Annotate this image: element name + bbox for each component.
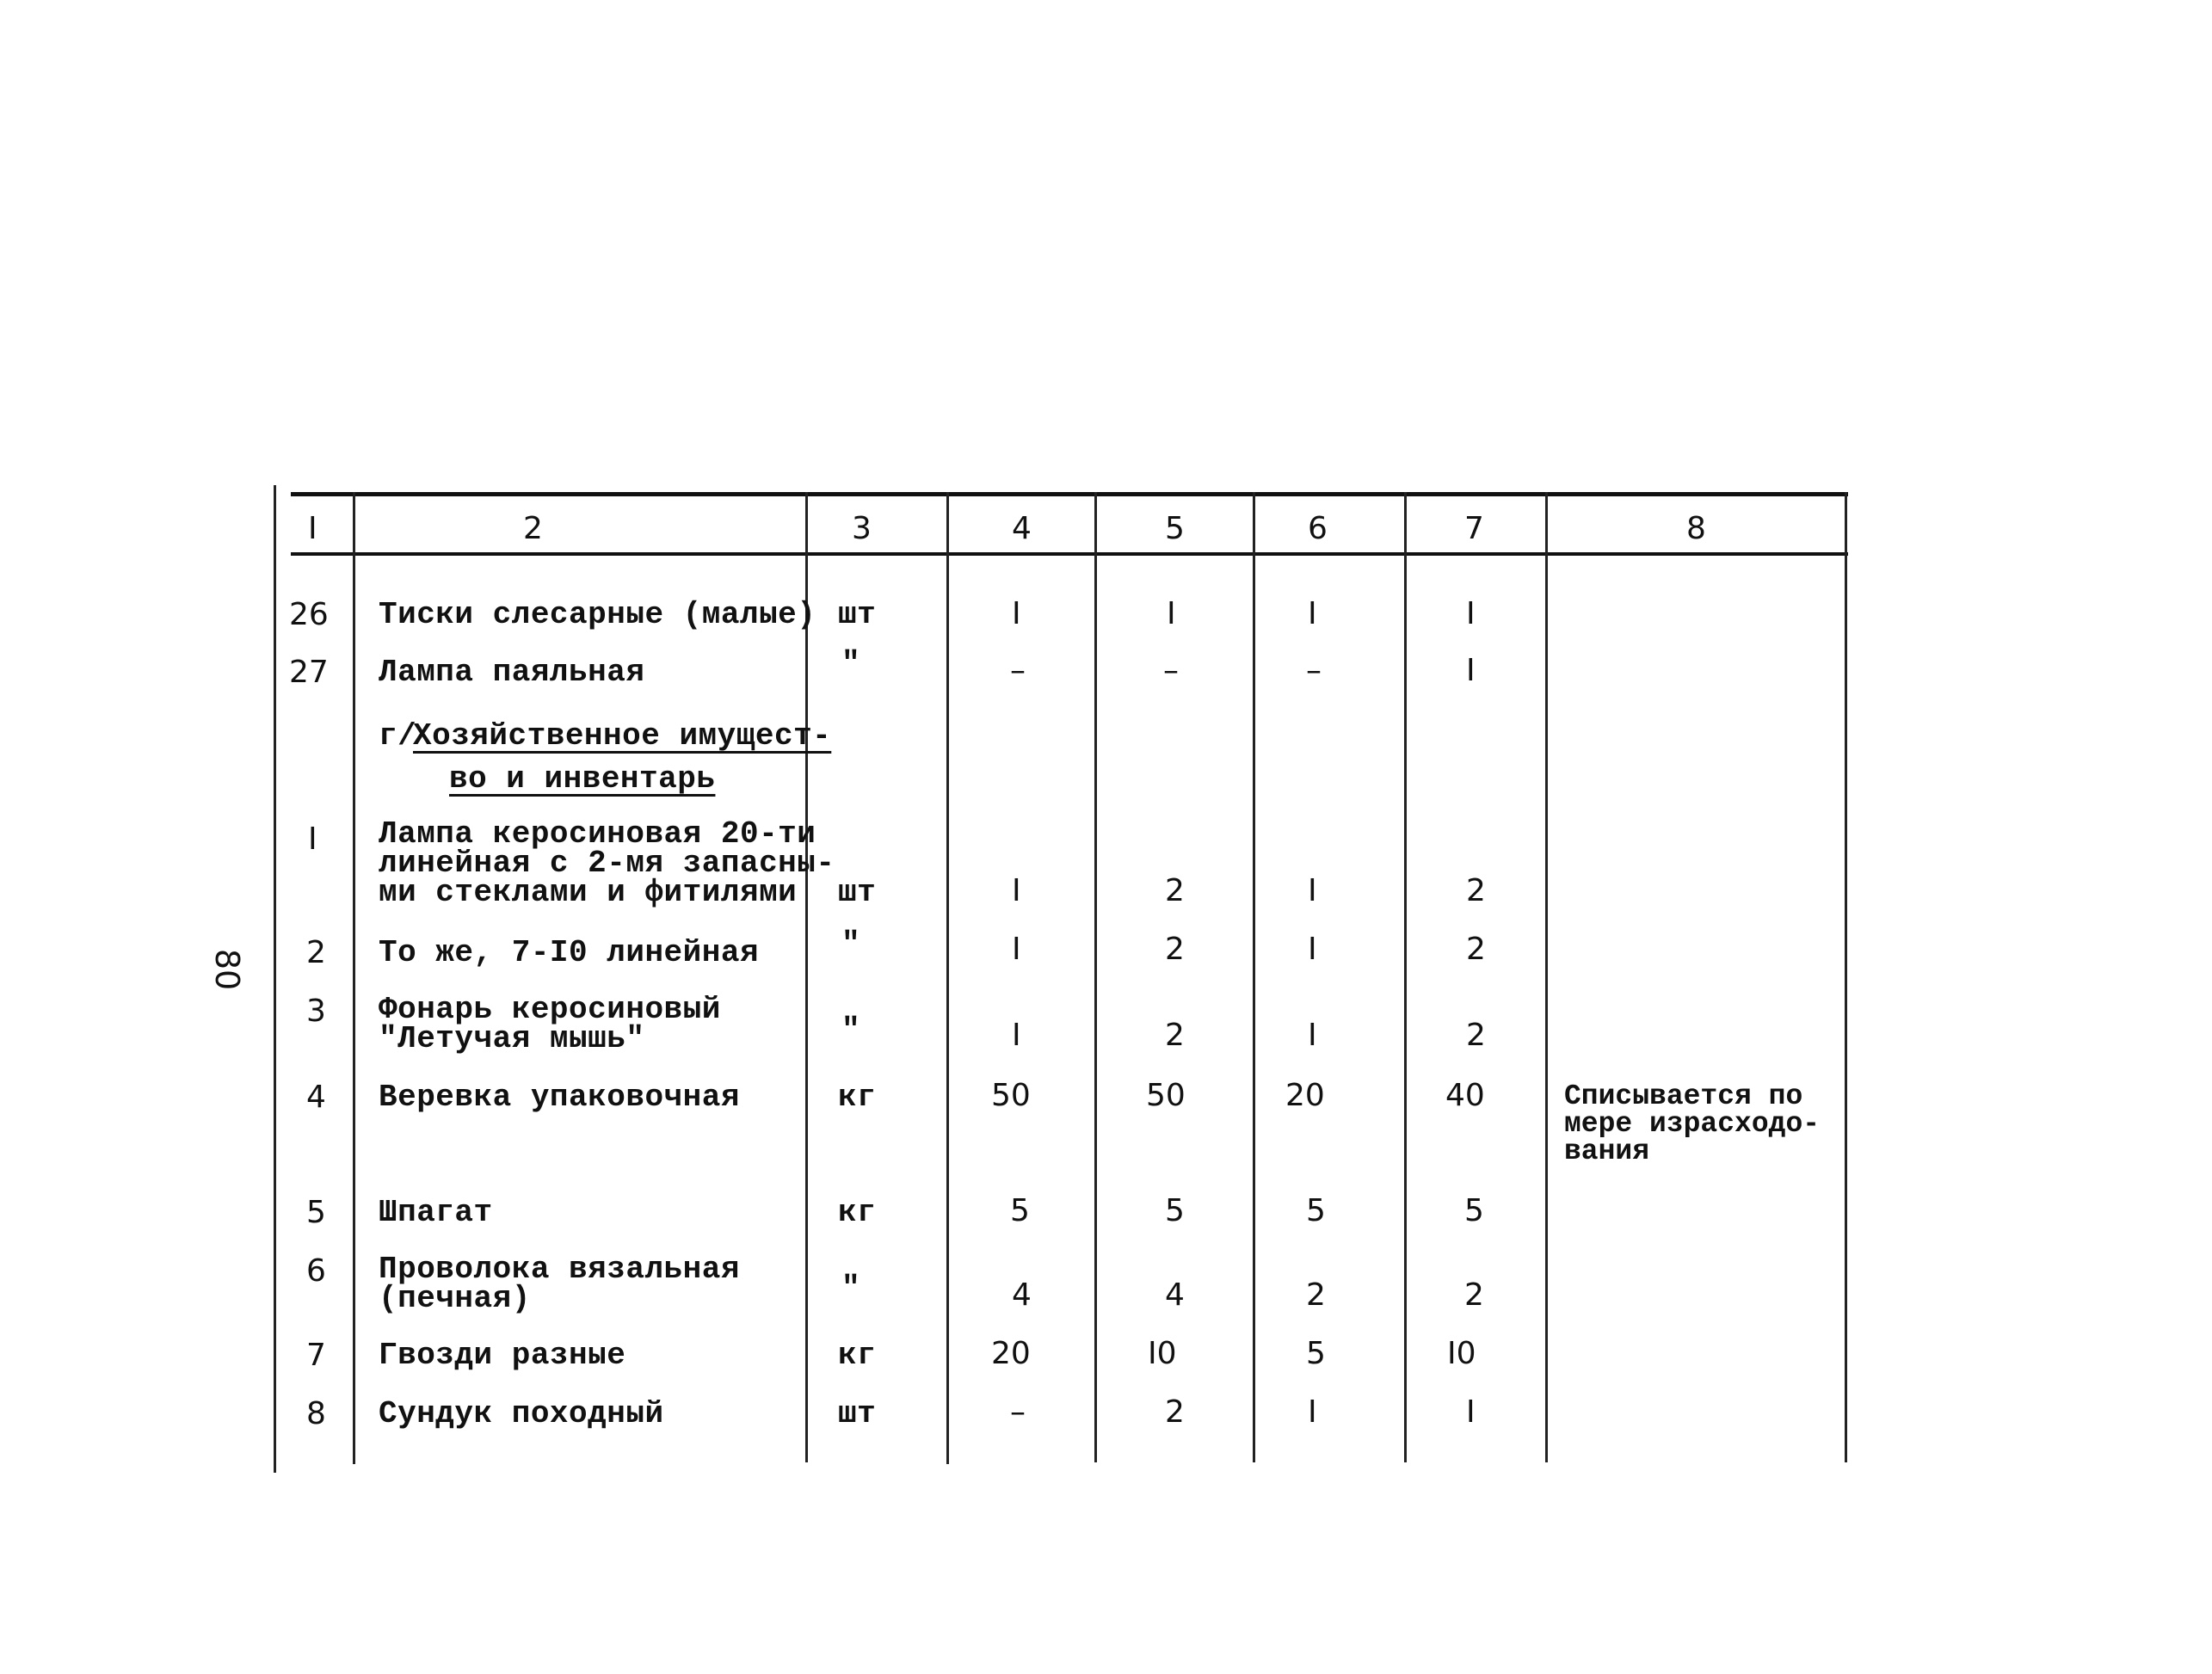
page-number: 80 bbox=[208, 948, 247, 991]
qty-col-5: 2 bbox=[1165, 932, 1185, 967]
qty-col-6: 5 bbox=[1306, 1193, 1326, 1228]
item-name: Тиски слесарные (малые) bbox=[379, 597, 816, 632]
header-col-3: 3 bbox=[852, 511, 872, 546]
qty-col-7: 2 bbox=[1466, 932, 1486, 967]
column-divider bbox=[1545, 492, 1548, 1462]
qty-col-4: 5 bbox=[1010, 1193, 1030, 1228]
row-number: I bbox=[308, 822, 317, 857]
column-divider bbox=[1253, 492, 1255, 1462]
column-divider bbox=[1845, 492, 1847, 1462]
note-line-1: Списывается по bbox=[1564, 1080, 1803, 1112]
item-name: Веревка упаковочная bbox=[379, 1080, 740, 1115]
row-number: 6 bbox=[306, 1253, 326, 1289]
section-title-line-2: во и инвентарь bbox=[449, 761, 716, 797]
qty-col-7: 2 bbox=[1466, 1018, 1486, 1053]
column-divider bbox=[946, 492, 949, 1464]
note-line-3: вания bbox=[1564, 1135, 1650, 1167]
row-number: 2 bbox=[306, 935, 326, 970]
column-divider bbox=[805, 492, 808, 1462]
qty-col-6: I bbox=[1308, 873, 1317, 908]
header-col-7: 7 bbox=[1464, 511, 1484, 546]
top-rule bbox=[291, 492, 1848, 496]
qty-col-6: 5 bbox=[1306, 1336, 1326, 1371]
row-number: 8 bbox=[306, 1396, 326, 1431]
qty-col-5: – bbox=[1163, 653, 1179, 688]
qty-col-5: 2 bbox=[1165, 873, 1185, 908]
qty-col-7: I bbox=[1466, 596, 1476, 631]
item-name-line-1: Лампа керосиновая 20-ти bbox=[379, 816, 816, 852]
item-name: Шпагат bbox=[379, 1195, 493, 1230]
qty-col-4: – bbox=[1010, 653, 1026, 688]
unit-ditto: " bbox=[841, 926, 861, 962]
qty-col-4: 50 bbox=[991, 1078, 1031, 1113]
item-name-line-3: ми стеклами и фитилями bbox=[379, 875, 798, 910]
qty-col-6: I bbox=[1308, 1018, 1317, 1053]
qty-col-5: 2 bbox=[1165, 1018, 1185, 1053]
header-col-8: 8 bbox=[1686, 511, 1706, 546]
item-name-line-2: "Летучая мышь" bbox=[379, 1021, 645, 1056]
qty-col-7: 40 bbox=[1445, 1078, 1485, 1113]
qty-col-5: 4 bbox=[1165, 1277, 1185, 1313]
qty-col-7: 2 bbox=[1464, 1277, 1484, 1313]
qty-col-5: 50 bbox=[1146, 1078, 1186, 1113]
unit: кг bbox=[838, 1338, 877, 1373]
column-divider bbox=[274, 485, 276, 1473]
qty-col-4: 20 bbox=[991, 1336, 1031, 1371]
item-name-line-2: (печная) bbox=[379, 1281, 531, 1316]
header-rule bbox=[291, 552, 1848, 556]
item-name-line-1: Проволока вязальная bbox=[379, 1252, 740, 1287]
row-number: 4 bbox=[306, 1080, 326, 1115]
inventory-table bbox=[274, 492, 1848, 1473]
qty-col-6: – bbox=[1306, 653, 1322, 688]
unit-ditto: " bbox=[841, 1012, 861, 1048]
unit-ditto: " bbox=[841, 1271, 861, 1306]
column-divider bbox=[1404, 492, 1407, 1462]
row-number: 26 bbox=[289, 597, 329, 632]
header-col-1: I bbox=[308, 511, 317, 546]
qty-col-6: 20 bbox=[1285, 1078, 1325, 1113]
qty-col-4: I bbox=[1012, 873, 1021, 908]
qty-col-4: – bbox=[1010, 1394, 1026, 1430]
unit: шт bbox=[838, 875, 877, 910]
header-col-6: 6 bbox=[1308, 511, 1328, 546]
qty-col-7: I0 bbox=[1447, 1336, 1476, 1371]
unit: кг bbox=[838, 1195, 877, 1230]
row-number: 7 bbox=[306, 1338, 326, 1373]
qty-col-4: I bbox=[1012, 932, 1021, 967]
column-divider bbox=[1094, 492, 1097, 1462]
qty-col-4: I bbox=[1012, 596, 1021, 631]
qty-col-7: 2 bbox=[1466, 873, 1486, 908]
qty-col-4: 4 bbox=[1012, 1277, 1032, 1313]
qty-col-5: 2 bbox=[1165, 1394, 1185, 1430]
unit: кг bbox=[838, 1080, 877, 1115]
item-name-line-1: Фонарь керосиновый bbox=[379, 992, 721, 1027]
note-line-2: мере израсходо- bbox=[1564, 1108, 1821, 1140]
qty-col-6: I bbox=[1308, 932, 1317, 967]
qty-col-6: 2 bbox=[1306, 1277, 1326, 1313]
item-name: Гвозди разные bbox=[379, 1338, 626, 1373]
qty-col-6: I bbox=[1308, 1394, 1317, 1430]
qty-col-7: I bbox=[1466, 653, 1476, 688]
qty-col-7: I bbox=[1466, 1394, 1476, 1430]
item-name: Лампа паяльная bbox=[379, 655, 645, 690]
qty-col-4: I bbox=[1012, 1018, 1021, 1053]
qty-col-6: I bbox=[1308, 596, 1317, 631]
header-col-5: 5 bbox=[1165, 511, 1185, 546]
row-number: 27 bbox=[289, 655, 329, 690]
item-name: Сундук походный bbox=[379, 1396, 664, 1431]
row-number: 5 bbox=[306, 1195, 326, 1230]
item-name-line-2: линейная с 2-мя запасны- bbox=[379, 846, 835, 881]
unit: шт bbox=[838, 1396, 877, 1431]
header-col-4: 4 bbox=[1012, 511, 1032, 546]
row-number: 3 bbox=[306, 994, 326, 1029]
qty-col-5: 5 bbox=[1165, 1193, 1185, 1228]
unit-ditto: " bbox=[841, 646, 861, 681]
qty-col-5: I bbox=[1167, 596, 1176, 631]
header-col-2: 2 bbox=[523, 511, 543, 546]
section-prefix: г/ bbox=[379, 718, 417, 754]
unit: шт bbox=[838, 597, 877, 632]
column-divider bbox=[353, 492, 355, 1464]
qty-col-7: 5 bbox=[1464, 1193, 1484, 1228]
section-title-line-1: Хозяйственное имущест- bbox=[413, 718, 832, 754]
item-name: То же, 7-I0 линейная bbox=[379, 935, 760, 970]
qty-col-5: I0 bbox=[1148, 1336, 1177, 1371]
